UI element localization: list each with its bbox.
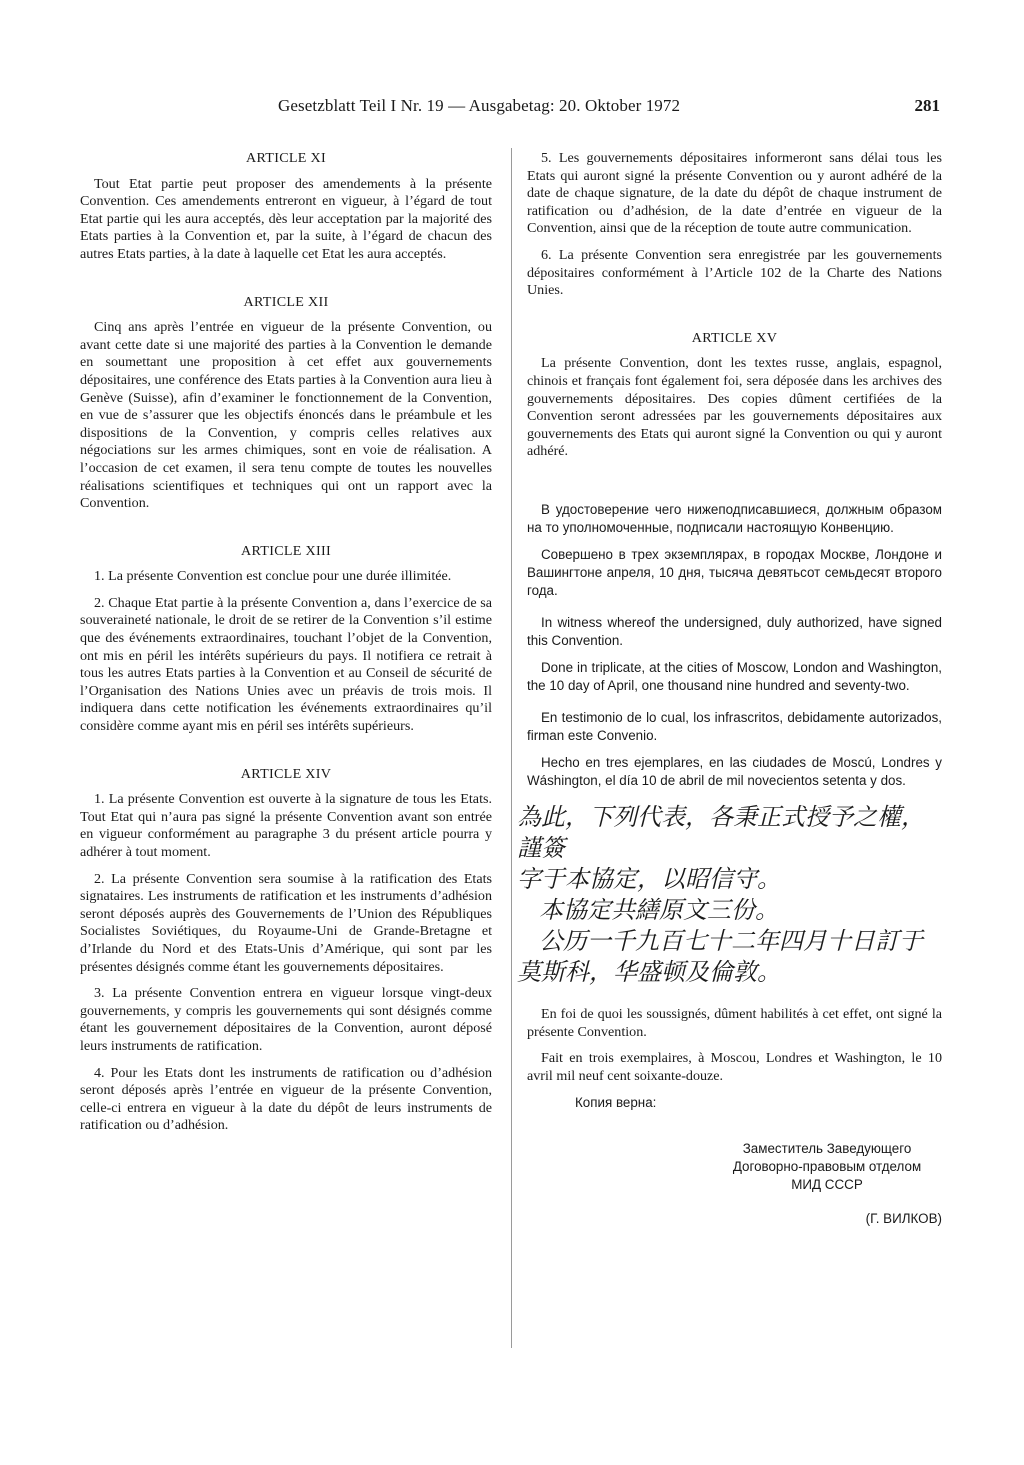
spanish-paragraph: En testimonio de lo cual, los infrascritos, debidamente autorizados, firman este Convenio. bbox=[527, 709, 942, 743]
page-number: 281 bbox=[914, 96, 940, 115]
copy-certification: Копия верна: bbox=[575, 1095, 657, 1111]
english-text bbox=[527, 614, 942, 695]
article-paragraph: Tout Etat partie peut proposer des amendements à la présente Convention. Ces amendements entreront en vigueur, à l’égard de tout Etat partie qui les aura acceptés, dès leur acceptation par la majorité des Etats parties à la Convention et, par la suite, à l’égard de chacun des autres Etats parties, à la date à laquelle cet Etat les aura acceptés. bbox=[80, 175, 492, 262]
signatory-line: Договорно-правовым отделом bbox=[732, 1159, 922, 1175]
article-paragraph: 5. Les gouvernements dépositaires informeront sans délai tous les Etats qui auront signé la présente Convention ou y auront adhéré de la date de chaque signature, de la date du dépôt de chaque instrument de ratification ou d’adhésion, de la date d’entrée en vigueur de la Convention, ainsi que de la réception de toute autre communication. bbox=[527, 150, 942, 237]
article-xi bbox=[80, 150, 492, 264]
article-paragraph: 4. Pour les Etats dont les instruments de ratification ou d’adhésion seront déposés après l’entrée en vigueur de la présente Convention, celle-ci entrera en vigueur à la date du dépôt de leurs instruments de ratification ou d’adhésion. bbox=[80, 1064, 492, 1134]
article-paragraph: 1. La présente Convention est conclue pour une durée illimitée. bbox=[94, 568, 452, 585]
russian-text bbox=[527, 501, 942, 600]
article-xiii bbox=[80, 543, 492, 736]
chinese-line: 莫斯科，华盛顿及倫敦。 bbox=[517, 957, 781, 986]
article-paragraph: 1. La présente Convention est ouverte à la signature de tous les Etats. Tout Etat qui n’aura pas signé la présente Convention avant son entrée en vigueur conformément au paragraphe 3 du présent article pourra y adhérer à tout moment. bbox=[80, 791, 492, 860]
french-paragraph: Fait en trois exemplaires, à Moscou, Londres et Washington, le 10 avril mil neuf cent soixante-douze. bbox=[527, 1050, 942, 1084]
article-heading: ARTICLE XII bbox=[243, 293, 329, 310]
signatory-line: МИД СССР bbox=[791, 1177, 863, 1193]
article-paragraph: La présente Convention, dont les textes russe, anglais, espagnol, chinois et français font également foi, sera déposée dans les archives des gouvernements dépositaires. Des copies dûment certifiées de la Convention seront adressées par les gouvernements dépositaires aux gouvernements des Etats qui auront signé la Convention ou qui y auront adhéré. bbox=[527, 355, 942, 460]
signatory-name: (Г. ВИЛКОВ) bbox=[865, 1211, 942, 1227]
article-paragraph: 6. La présente Convention sera enregistrée par les gouvernements dépositaires conformément à l’Article 102 de la Charte des Nations Unies. bbox=[527, 246, 942, 299]
spanish-paragraph: Hecho en tres ejemplares, en las ciudades de Moscú, Londres y Wáshington, el día 10 de abril de mil novecientos setenta y dos. bbox=[527, 754, 942, 788]
article-xii bbox=[80, 294, 492, 513]
article-heading: ARTICLE XIII bbox=[240, 542, 332, 559]
left-column bbox=[80, 150, 492, 1165]
russian-paragraph: В удостоверение чего нижеподписавшиеся, должным образом на то уполномоченные, подписали настоящую Конвенцию. bbox=[527, 501, 942, 535]
english-paragraph: Done in triplicate, at the cities of Moscow, London and Washington, the 10 day of April, one thousand nine hundred and seventy-two. bbox=[527, 659, 942, 693]
signatory-line: Заместитель Заведующего bbox=[742, 1141, 912, 1157]
russian-paragraph: Совершено в трех экземплярах, в городах Москве, Лондоне и Вашингтоне апреля, 10 дня, тысяча девятьсот семьдесят второго года. bbox=[527, 546, 942, 598]
article-xiv-continued bbox=[527, 150, 942, 300]
article-heading: ARTICLE XV bbox=[691, 329, 778, 346]
page-header bbox=[78, 96, 944, 124]
article-paragraph: 2. Chaque Etat partie à la présente Convention a, dans l’exercice de sa souveraineté nationale, le droit de se retirer de la Convention s’il estime que des événements extraordinaires, touchant l’objet de la Convention, ont mis en péril les intérêts supérieurs du pays. Il notifiera ce retrait à tous les autres Etats parties à la Convention et au Conseil de sécurité de l’Organisation des Nations Unies avec un préavis de trois mois. Il indiquera dans cette notification les événements extraordinaires qu’il considère comme ayant mis en péril ses intérêts supérieurs. bbox=[80, 594, 492, 735]
article-xiv bbox=[80, 766, 492, 1135]
english-paragraph: In witness whereof the undersigned, duly authorized, have signed this Convention. bbox=[527, 614, 942, 648]
french-text bbox=[527, 1006, 942, 1085]
right-column bbox=[517, 150, 942, 1228]
chinese-line: 本協定共繕原文三份。 bbox=[539, 895, 779, 924]
article-paragraph: 2. La présente Convention sera soumise à la ratification des Etats signataires. Les instruments de ratification et les instruments d’adhésion seront déposés auprès des Gouvernements de l’Union des Républiques Socialistes Soviétiques, du Royaume-Uni de Grande-Bretagne et d’Irlande du Nord et des Etats-Unis d’Amérique, qui sont par les présentes désignés comme étant les gouvernements dépositaires. bbox=[80, 870, 492, 975]
article-heading: ARTICLE XIV bbox=[240, 765, 332, 782]
chinese-line: 字于本協定，以昭信守。 bbox=[517, 864, 781, 893]
chinese-text bbox=[517, 802, 942, 988]
spanish-text bbox=[527, 709, 942, 790]
article-paragraph: Cinq ans après l’entrée en vigueur de la présente Convention, ou avant cette date si une majorité des parties à la Convention le demande en soumettant une proposition à cet effet aux gouvernements dépositaires, une conférence des Etats parties à la Convention aura lieu à Genève (Suisse), afin d’examiner le fonctionnement de la Convention, en vue de s’assurer que les objectifs énoncés dans le préambule et les dispositions de la Convention, y compris celles relatives aux négociations sur les armes chimiques, sont en voie de réalisation. A l’occasion de cet examen, il sera tenu compte de toutes les nouvelles réalisations scientifiques et techniques qui ont un rapport avec la Convention. bbox=[80, 319, 492, 512]
article-xv bbox=[527, 330, 942, 461]
french-paragraph: En foi de quoi les soussignés, dûment habilités à cet effet, ont signé la présente Convention. bbox=[527, 1005, 942, 1040]
gazette-title: Gesetzblatt Teil I Nr. 19 — Ausgabetag: 20. Oktober 1972 bbox=[278, 96, 681, 115]
signatory-title bbox=[707, 1140, 947, 1194]
column-divider bbox=[511, 148, 512, 1348]
chinese-line: 為此，下列代表，各秉正式授予之權，謹簽 bbox=[517, 802, 925, 862]
article-paragraph: 3. La présente Convention entrera en vigueur lorsque vingt-deux gouvernements, y compris les gouvernements qui sont désignés comme étant les gouvernement dépositaires de la Convention, auront déposé leurs instruments de ratification. bbox=[80, 985, 492, 1054]
article-heading: ARTICLE XI bbox=[245, 150, 327, 166]
chinese-line: 公历一千九百七十二年四月十日訂于 bbox=[539, 926, 923, 955]
